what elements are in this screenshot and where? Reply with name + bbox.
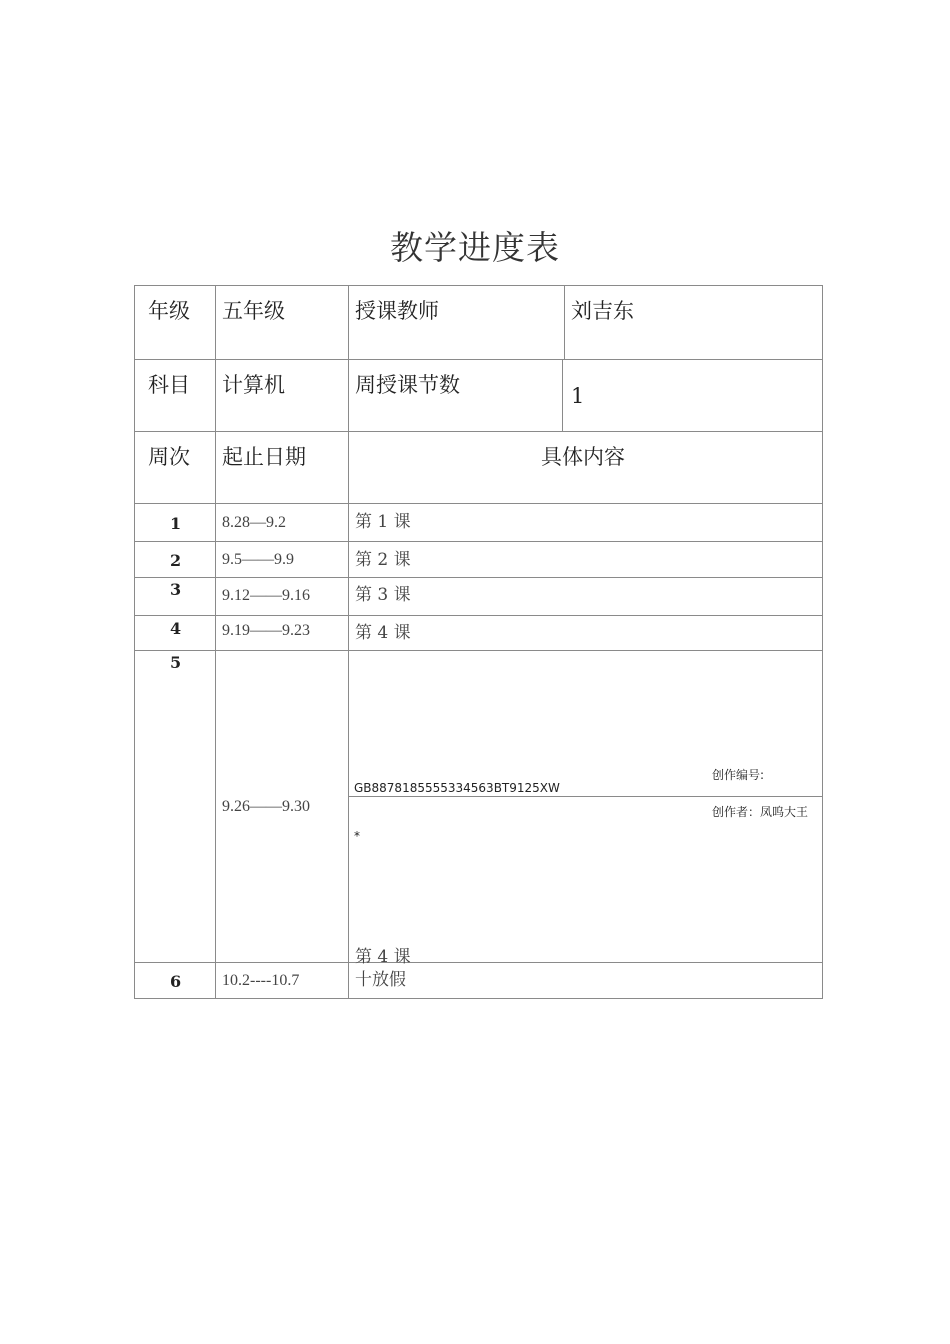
creation-number-label: 创作编号: <box>712 768 765 782</box>
table-divider <box>134 615 823 616</box>
week-content: 第 3 课 <box>355 585 411 605</box>
dates-column-header: 起止日期 <box>222 445 306 469</box>
week-dates: 9.26——9.30 <box>222 798 310 815</box>
grade-label: 年级 <box>148 299 190 323</box>
table-divider <box>134 577 823 578</box>
table-border-left <box>134 285 135 999</box>
table-column-divider <box>348 285 349 999</box>
subject-label: 科目 <box>148 373 190 397</box>
week-number: 3 <box>170 580 182 599</box>
weekly-lessons-label: 周授课节数 <box>355 373 460 397</box>
week-number: 5 <box>170 653 182 672</box>
creator-text: 创作者：凤呜大王 <box>712 805 809 819</box>
week-content: 第 2 课 <box>355 550 411 570</box>
week-number: 6 <box>170 972 182 991</box>
week-content: 第 4 课 <box>355 623 411 643</box>
table-border-bottom <box>134 998 823 999</box>
teacher-value: 刘吉东 <box>571 299 634 323</box>
table-column-divider <box>215 285 216 999</box>
week-content: 第 1 课 <box>355 512 411 532</box>
creation-code: GB8878185555334563BT9125XW <box>354 781 560 795</box>
table-divider <box>134 962 823 963</box>
weekly-lessons-value: 1 <box>571 384 585 408</box>
table-column-divider <box>562 359 563 432</box>
table-column-divider <box>564 285 565 360</box>
week-dates: 9.19——9.23 <box>222 622 310 639</box>
grade-value: 五年级 <box>222 299 285 323</box>
table-divider <box>134 541 823 542</box>
week-dates: 8.28—9.2 <box>222 514 286 531</box>
table-border-top <box>134 285 823 286</box>
page-title: 教学进度表 <box>390 228 560 267</box>
teacher-label: 授课教师 <box>355 299 439 323</box>
table-border-right <box>822 285 823 999</box>
week-number: 4 <box>170 619 182 638</box>
week-dates: 9.5——9.9 <box>222 551 294 568</box>
subject-value: 计算机 <box>222 373 285 397</box>
table-divider <box>134 503 823 504</box>
content-column-header: 具体内容 <box>541 445 625 469</box>
table-divider <box>134 359 823 360</box>
week-dates: 10.2----10.7 <box>222 972 300 989</box>
week-content: 十放假 <box>355 970 406 990</box>
table-divider <box>134 431 823 432</box>
content-divider <box>348 796 823 797</box>
week-number: 2 <box>170 551 182 570</box>
week-dates: 9.12——9.16 <box>222 587 310 604</box>
asterisk-mark: * <box>354 829 360 843</box>
week-column-header: 周次 <box>148 445 190 469</box>
week-content: 第 4 课 <box>355 947 411 967</box>
table-divider <box>134 650 823 651</box>
week-number: 1 <box>170 514 182 533</box>
